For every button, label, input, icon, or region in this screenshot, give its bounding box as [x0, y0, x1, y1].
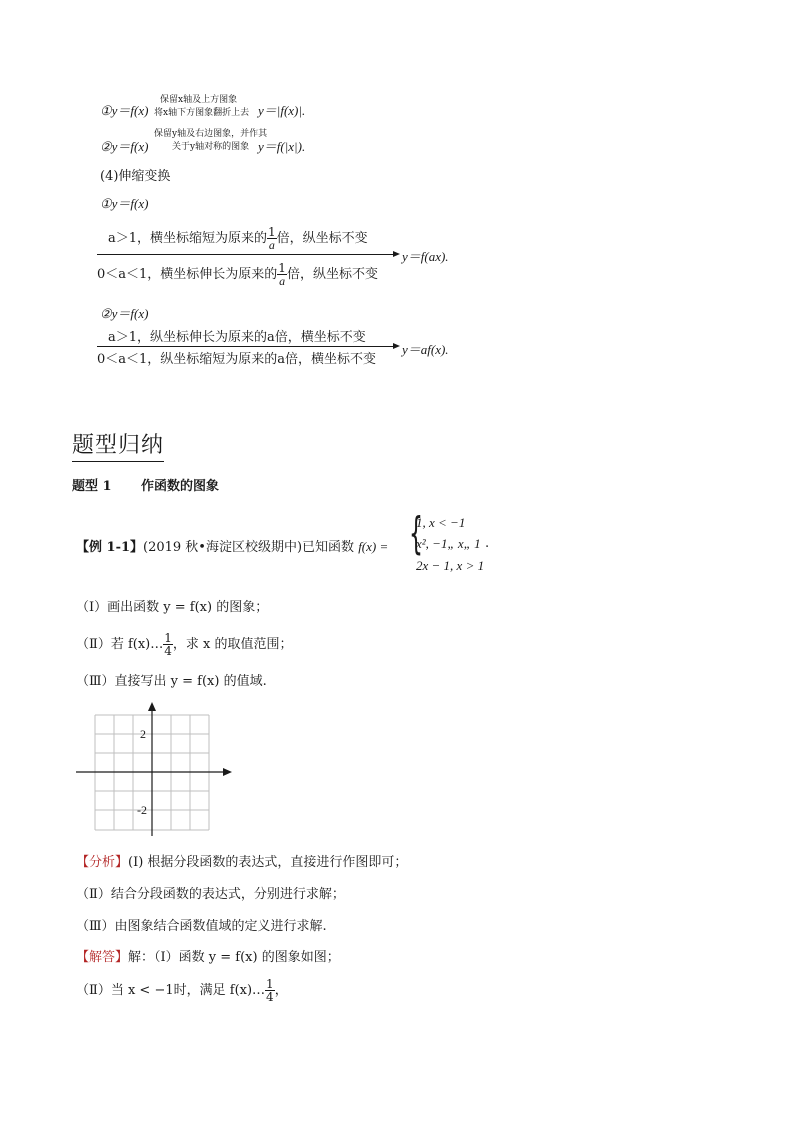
- answer-tag: 【解答】: [76, 950, 129, 965]
- item2-top-label: 保留y轴及右边图象，并作其: [154, 129, 268, 139]
- piecewise-brace: {: [409, 508, 423, 559]
- question-2-frac: $\frac{1}{4}$: [164, 631, 172, 658]
- question-2-a: （Ⅱ）若 f(x)…: [76, 637, 164, 652]
- piecewise-case-2: x², −1„ x„ 1: [416, 536, 481, 551]
- grid-label-top: 2: [140, 727, 146, 741]
- piecewise-case-1: 1, x < −1: [416, 515, 466, 530]
- stretch1-top-frac: $\frac{1}{a}$: [268, 225, 276, 252]
- analysis-tag: 【分析】: [76, 855, 129, 870]
- stretch2-arrow: [97, 346, 393, 347]
- question-2: [76, 632, 293, 657]
- answer-line-1: [76, 946, 340, 965]
- question-3: （Ⅲ）直接写出 y = f(x) 的值域.: [76, 674, 267, 689]
- y-axis-arrow: [148, 702, 156, 711]
- section-title: 题型归纳: [72, 428, 164, 462]
- heading-stretch: (4)伸缩变换: [100, 169, 171, 184]
- stretch1-bottom: [97, 262, 378, 287]
- item1-bottom-label: 将x轴下方图象翻折上去: [154, 108, 250, 118]
- stretch1-bottom-frac: $\frac{1}{a}$: [278, 261, 286, 288]
- piecewise-case-3: 2x − 1, x > 1: [416, 558, 485, 573]
- analysis-line-2: （Ⅱ）结合分段函数的表达式，分别进行求解；: [76, 887, 345, 902]
- answer-text-2a: （Ⅱ）当 x < −1时，满足 f(x)…: [76, 983, 266, 998]
- question-2-b: ，求 x 的取值范围；: [172, 637, 293, 652]
- transform-item-1: [100, 100, 148, 119]
- stretch2-bottom: 0＜a＜1，纵坐标缩短为原来的a倍，横坐标不变: [97, 352, 377, 367]
- answer-frac: $\frac{1}{4}$: [266, 977, 274, 1004]
- grid-label-bottom: -2: [137, 803, 147, 817]
- item2-result: y＝f(|x|).: [258, 139, 306, 154]
- stretch1-arrow-head: [393, 251, 400, 257]
- analysis-line-3: （Ⅲ）由图象结合函数值域的定义进行求解.: [76, 919, 327, 934]
- example-label: 【例 1-1】: [76, 540, 144, 555]
- item2-bottom-label: 关于y轴对称的图象: [172, 142, 250, 152]
- type1-title: 作函数的图象: [141, 479, 220, 494]
- analysis-line-1: [76, 851, 407, 870]
- stretch1-bottom-a: 0＜a＜1，横坐标伸长为原来的: [97, 267, 278, 282]
- stretch1-prefix: ①y＝f(x): [100, 196, 149, 211]
- item1-result: y＝|f(x)|.: [258, 103, 306, 118]
- analysis-text-1: (Ⅰ) 根据分段函数的表达式，直接进行作图即可；: [128, 855, 408, 870]
- stretch2-top: a＞1，纵坐标伸长为原来的a倍，横坐标不变: [108, 330, 366, 345]
- type1-label: 题型 1: [72, 479, 112, 494]
- example-func: f(x) =: [358, 539, 389, 554]
- example-line: [76, 536, 388, 555]
- stretch1-top-a: a＞1，横坐标缩短为原来的: [108, 231, 268, 246]
- x-axis-arrow: [223, 768, 232, 776]
- answer-text-2b: ，: [274, 983, 288, 998]
- stretch1-top: [108, 226, 368, 251]
- stretch1-arrow: [97, 254, 393, 255]
- stretch1-result: y＝f(ax).: [402, 249, 449, 264]
- example-tail: .: [485, 536, 490, 551]
- item2-prefix: ②y＝f(x): [100, 139, 149, 154]
- stretch1-top-b: 倍，纵坐标不变: [276, 231, 368, 246]
- stretch2-prefix: ②y＝f(x): [100, 306, 149, 321]
- stretch2-result: y＝af(x).: [402, 342, 449, 357]
- item1-prefix: ①y＝f(x): [100, 103, 149, 118]
- stretch2-arrow-head: [393, 343, 400, 349]
- example-source: (2019 秋•海淀区校级期中)已知函数: [143, 540, 355, 555]
- stretch1-bottom-b: 倍，纵坐标不变: [286, 267, 378, 282]
- question-1: （Ⅰ）画出函数 y = f(x) 的图象；: [76, 600, 269, 615]
- item1-top-label: 保留x轴及上方图象: [160, 95, 238, 105]
- answer-text-1: 解：（Ⅰ）函数 y = f(x) 的图象如图；: [128, 950, 340, 965]
- coordinate-grid: [70, 700, 240, 840]
- answer-line-2: [76, 978, 288, 1003]
